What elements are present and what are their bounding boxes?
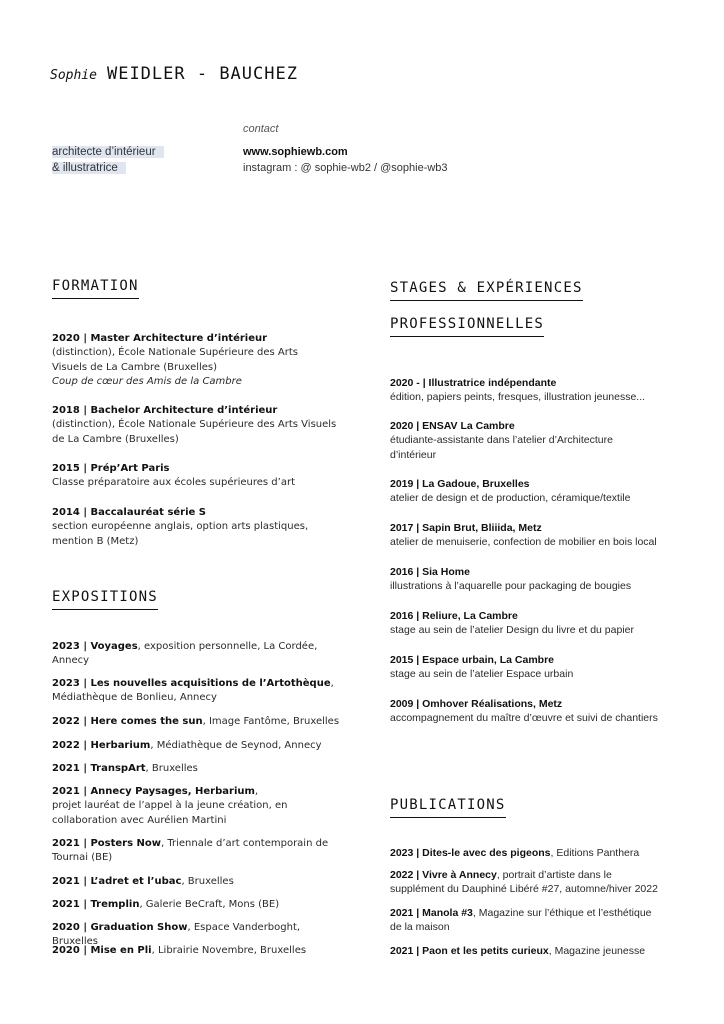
exposition-item: 2021 | L’adret et l’ubac, Bruxelles (52, 876, 234, 887)
website-link[interactable]: www.sophiewb.com (243, 146, 348, 158)
experience-item: 2016 | Sia Home illustrations à l’aquarelle pour packaging de bougies (390, 566, 632, 593)
contact-label: contact (243, 123, 279, 135)
exposition-item: 2021 | Tremplin, Galerie BeCraft, Mons (BE) (52, 899, 280, 910)
role-line-1: architecte d’intérieur (52, 146, 202, 158)
exposition-item: 2020 | Graduation Show, Espace Vanderboght, Bruxelles (52, 922, 301, 948)
exposition-item: 2021 | Annecy Paysages, Herbarium, projet lauréat de l’appel à la jeune création, en collaboration avec Aurélien Martini (52, 786, 288, 826)
expositions-heading: EXPOSITIONS (52, 589, 158, 610)
publication-item: 2022 | Vivre à Annecy, portrait d’artiste dans le supplément du Dauphiné Libéré #27, automne/hiver 2022 (390, 869, 658, 896)
formation-item: 2020 | Master Architecture d’intérieur (distinction), École Nationale Supérieure des Arts Visuels de La Cambre (Bruxelles) Coup de cœur des Amis de la Cambre (52, 333, 298, 387)
first-name: Sophie (50, 68, 97, 83)
experience-item: 2009 | Omhover Réalisations, Metz accompagnement du maître d’œuvre et suivi de chantiers (390, 698, 658, 725)
experience-item: 2019 | La Gadoue, Bruxelles atelier de design et de production, céramique/textile (390, 478, 631, 505)
experience-item: 2017 | Sapin Brut, Bliiida, Metz atelier de menuiserie, confection de mobilier en bois local (390, 522, 657, 549)
exposition-item: 2022 | Herbarium, Médiathèque de Seynod, Annecy (52, 740, 322, 751)
exposition-item: 2023 | Voyages, exposition personnelle, La Cordée, Annecy (52, 641, 318, 667)
experience-item: 2015 | Espace urbain, La Cambre stage au sein de l’atelier Espace urbain (390, 654, 574, 681)
exposition-item: 2021 | TranspArt, Bruxelles (52, 763, 198, 774)
formation-item: 2015 | Prép’Art Paris Classe préparatoire aux écoles supérieures d’art (52, 463, 295, 489)
exposition-item: 2022 | Here comes the sun, Image Fantôme, Bruxelles (52, 716, 340, 727)
experience-item: 2016 | Reliure, La Cambre stage au sein de l’atelier Design du livre et du papier (390, 610, 634, 637)
last-name: WEIDLER - BAUCHEZ (106, 64, 298, 84)
experience-item: 2020 | ENSAV La Cambre étudiante-assistante dans l’atelier d’Architecture d’intérieur (390, 420, 613, 461)
exposition-item: 2023 | Les nouvelles acquisitions de l’Artothèque, Médiathèque de Bonlieu, Annecy (52, 678, 334, 704)
experiences-heading: STAGES & EXPÉRIENCES (390, 280, 583, 301)
role-line-2: & illustratrice (52, 162, 202, 174)
publication-item: 2023 | Dites-le avec des pigeons, Editions Panthera (390, 847, 640, 859)
publication-item: 2021 | Paon et les petits curieux, Magazine jeunesse (390, 945, 646, 957)
exposition-item: 2021 | Posters Now, Triennale d’art contemporain de Tournai (BE) (52, 838, 329, 864)
publications-heading: PUBLICATIONS (390, 797, 506, 818)
formation-item: 2014 | Baccalauréat série S section européenne anglais, option arts plastiques, mention B (Metz) (52, 507, 309, 547)
experiences-heading-2: PROFESSIONNELLES (390, 316, 544, 337)
formation-heading: FORMATION (52, 278, 139, 299)
exposition-item: 2020 | Mise en Pli, Librairie Novembre, Bruxelles (52, 945, 307, 956)
name-title (50, 64, 298, 84)
instagram-handles[interactable]: instagram : @ sophie-wb2 / @sophie-wb3 (243, 162, 448, 174)
experience-item: 2020 - | Illustratrice indépendante édition, papiers peints, fresques, illustration jeunesse... (390, 377, 646, 404)
publication-item: 2021 | Manola #3, Magazine sur l’éthique et l’esthétique de la maison (390, 907, 652, 934)
formation-item: 2018 | Bachelor Architecture d’intérieur (distinction), École Nationale Supérieure des Arts Visuels de La Cambre (Bruxelles) (52, 405, 337, 445)
